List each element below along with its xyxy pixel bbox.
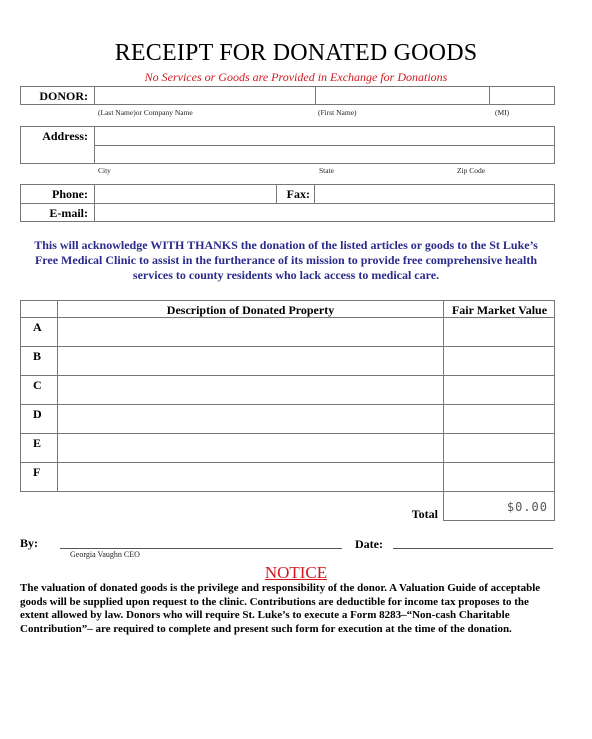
hint-last-name: (Last Name)or Company Name: [98, 108, 193, 117]
row-a-description-field[interactable]: [58, 318, 443, 346]
fax-field[interactable]: [315, 185, 554, 202]
date-label: Date:: [355, 537, 383, 551]
column-header-value: Fair Market Value: [451, 303, 548, 317]
email-label: E-mail:: [49, 206, 88, 220]
row-f-value-field[interactable]: [444, 463, 554, 491]
by-label: By:: [20, 536, 38, 550]
divider: [554, 491, 555, 521]
phone-label: Phone:: [52, 187, 88, 201]
row-e-value-field[interactable]: [444, 434, 554, 462]
row-d-value-field[interactable]: [444, 405, 554, 433]
row-b-description-field[interactable]: [58, 347, 443, 375]
column-header-description: Description of Donated Property: [166, 303, 335, 317]
fax-label: Fax:: [286, 187, 310, 201]
phone-field[interactable]: [95, 185, 276, 202]
hint-first-name: (First Name): [318, 108, 357, 117]
donor-first-name-field[interactable]: [316, 87, 489, 104]
total-value-field[interactable]: $0.00: [506, 500, 548, 514]
hint-city: City: [98, 166, 111, 175]
row-b-value-field[interactable]: [444, 347, 554, 375]
notice-line: goods will be supplied upon request to the clinic. Contributions are deductible for income tax proposes to the: [20, 595, 529, 608]
row-c-value-field[interactable]: [444, 376, 554, 404]
row-label-d: D: [33, 407, 42, 421]
notice-paragraph: [20, 582, 563, 636]
donor-last-name-field[interactable]: [95, 87, 315, 104]
row-label-c: C: [33, 378, 42, 392]
address-street-field[interactable]: [95, 127, 554, 144]
row-d-description-field[interactable]: [58, 405, 443, 433]
acknowledgement-line: This will acknowledge WITH THANKS the donation of the listed articles or goods to the St Luke’s: [34, 238, 538, 252]
row-label-e: E: [33, 436, 42, 450]
document-subtitle: No Services or Goods are Provided in Exchange for Donations: [144, 70, 448, 84]
signer-name: Georgia Vaughn CEO: [70, 550, 140, 559]
divider: [443, 520, 555, 521]
notice-line: extent allowed by law. Donors who will require St. Luke’s to execute a Form 8283–“Non-cash Charitable: [20, 609, 510, 622]
row-e-description-field[interactable]: [58, 434, 443, 462]
donor-label: DONOR:: [39, 89, 88, 103]
email-field[interactable]: [95, 204, 554, 221]
document-title: RECEIPT FOR DONATED GOODS: [114, 40, 478, 66]
row-c-description-field[interactable]: [58, 376, 443, 404]
row-a-value-field[interactable]: [444, 318, 554, 346]
row-label-f: F: [33, 465, 41, 479]
acknowledgement-text: [20, 238, 552, 283]
acknowledgement-line: services to county residents who lack access to medical care.: [132, 268, 440, 282]
acknowledgement-line: Free Medical Clinic to assist in the furtherance of its mission to provide free comprehensive health: [34, 253, 538, 267]
hint-mi: (MI): [495, 108, 510, 117]
notice-line: Contribution”– are required to complete and present such form for execution at the time of the donation.: [20, 622, 512, 635]
address-label: Address:: [42, 129, 88, 143]
donor-mi-field[interactable]: [490, 87, 554, 104]
row-label-b: B: [33, 349, 42, 363]
row-f-description-field[interactable]: [58, 463, 443, 491]
row-label-a: A: [33, 320, 42, 334]
hint-zip: Zip Code: [457, 166, 486, 175]
notice-heading: NOTICE: [264, 563, 328, 582]
signature-line[interactable]: [60, 548, 342, 549]
date-line[interactable]: [393, 548, 553, 549]
total-label: Total: [411, 507, 438, 521]
address-city-state-zip-field[interactable]: [95, 146, 554, 163]
notice-line: The valuation of donated goods is the privilege and responsibility of the donor. A Valuation Guide of acceptable: [20, 582, 541, 594]
hint-state: State: [319, 166, 334, 175]
